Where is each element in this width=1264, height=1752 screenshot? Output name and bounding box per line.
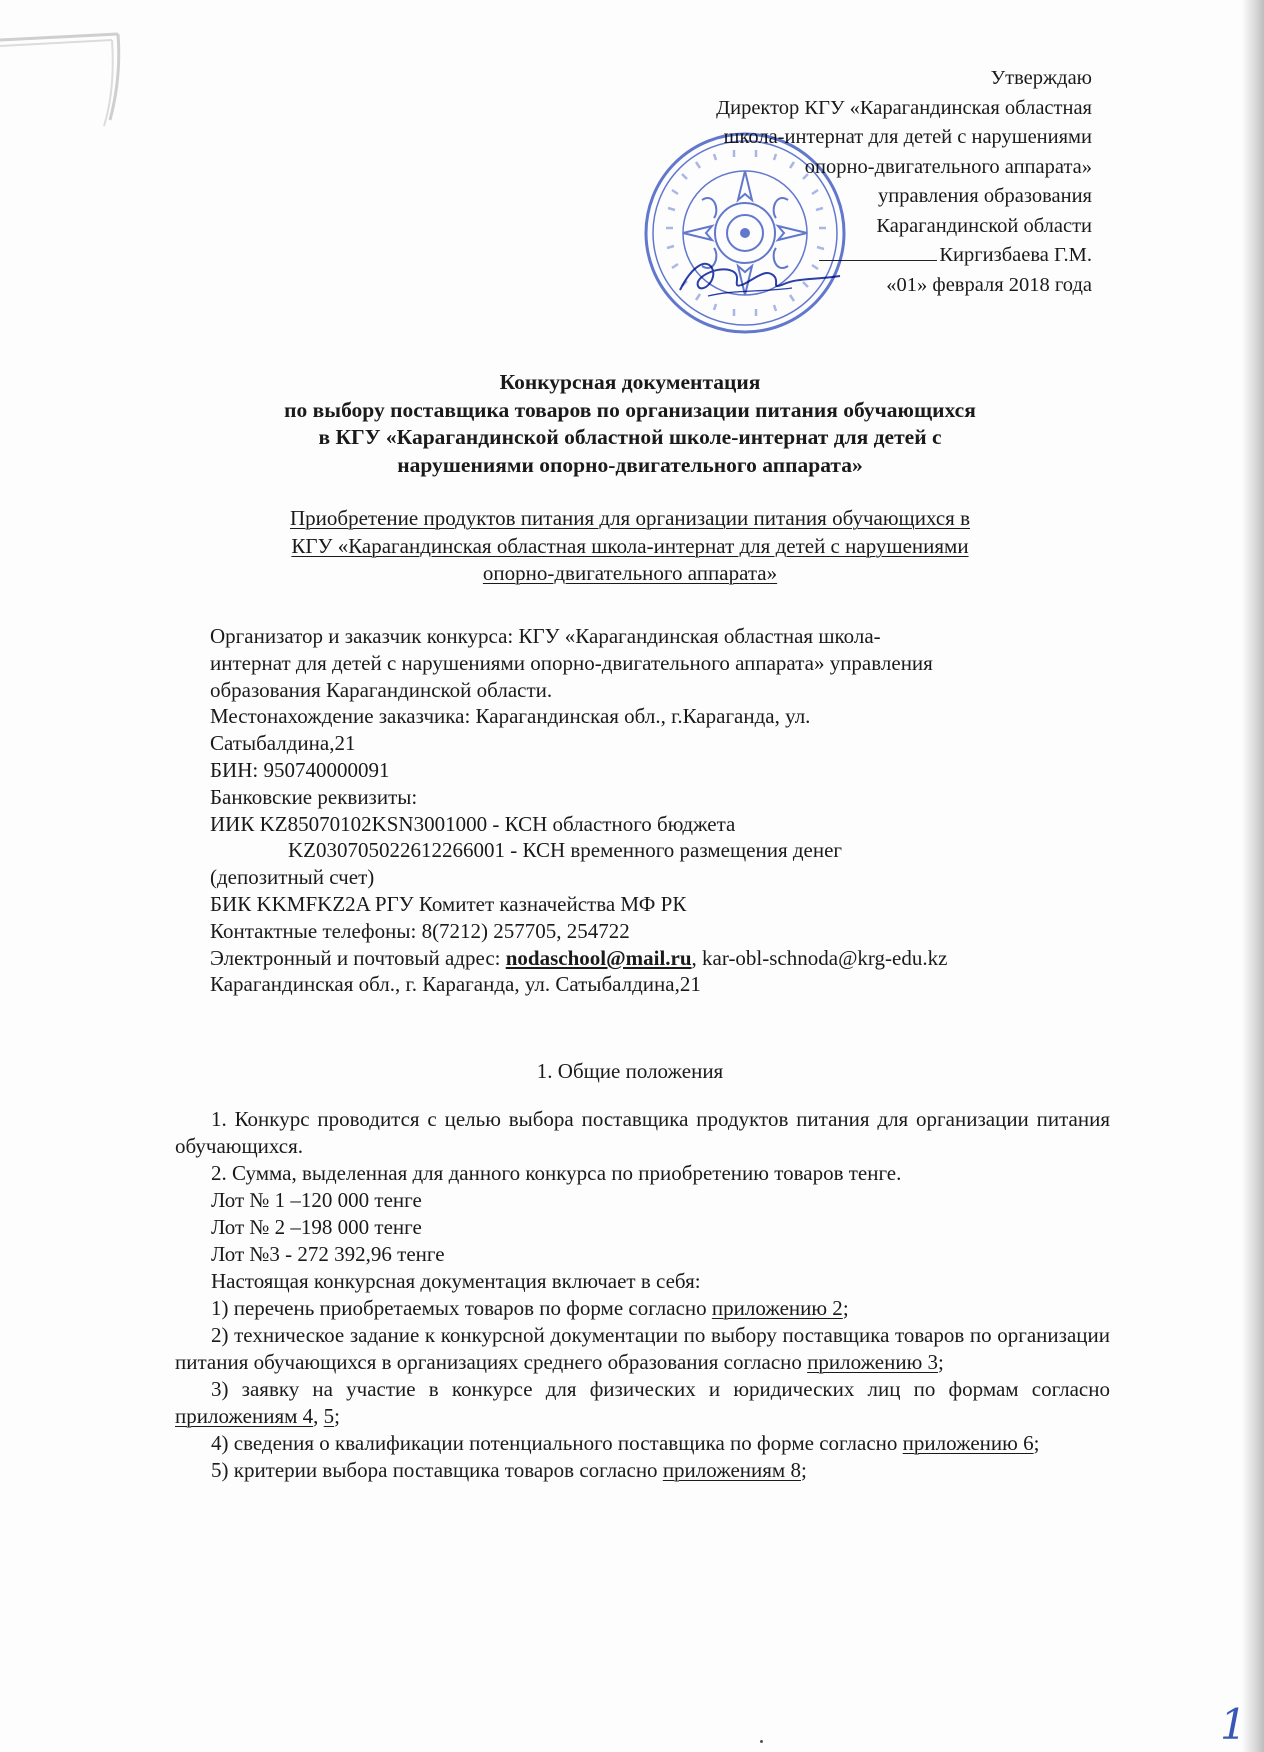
list-item-text: 4) сведения о квалификации потенциального поставщика по форме согласно xyxy=(211,1431,903,1455)
iik-line: ИИК KZ85070102KSN3001000 - КСН областного бюджета xyxy=(210,811,736,836)
subject-line xyxy=(180,560,1080,588)
deposit-line: (депозитный счет) xyxy=(210,865,375,890)
organizer-line: образования Карагандинской области. xyxy=(210,677,553,702)
appendix-link[interactable]: 5 xyxy=(323,1404,335,1428)
page-edge-shadow xyxy=(1242,0,1264,1752)
iik-line: KZ030705022612266001 - КСН временного размещения денег xyxy=(288,838,843,863)
title-line: в КГУ «Карагандинской областной школе-интернат для детей с xyxy=(318,425,942,449)
list-item-text: 1) перечень приобретаемых товаров по форме согласно xyxy=(211,1296,712,1320)
lot-item: Лот № 2 –198 000 тенге xyxy=(211,1215,422,1239)
organizer-line: интернат для детей с нарушениями опорно-двигательного аппарата» управления xyxy=(210,650,933,675)
subject-text: опорно-двигательного аппарата» xyxy=(482,561,778,585)
bik-line: БИК KKMFKZ2A РГУ Комитет казначейства МФ РК xyxy=(210,891,687,916)
appendix-link[interactable]: приложению 2 xyxy=(711,1296,843,1320)
phones-line: Контактные телефоны: 8(7212) 257705, 254722 xyxy=(210,918,630,943)
organizer-details xyxy=(210,623,1090,998)
lot-item: Лот № 1 –120 000 тенге xyxy=(211,1188,422,1212)
subject-text: КГУ «Карагандинская областная школа-интернат для детей с нарушениями xyxy=(291,533,969,558)
document-title xyxy=(180,369,1080,479)
list-item: 4) сведения о квалификации потенциального поставщика по форме согласно приложению 6; xyxy=(211,1431,1040,1455)
handwritten-signature-icon xyxy=(672,246,848,306)
organizer-line: Организатор и заказчик конкурса: КГУ «Карагандинская областная школа- xyxy=(210,624,881,648)
signer-name: Киргизбаева Г.М. xyxy=(939,244,1092,266)
title-line: Конкурсная документация xyxy=(499,370,761,394)
approval-date: «01» февраля 2018 года xyxy=(886,273,1092,296)
approval-line: Карагандинской области xyxy=(876,214,1092,237)
approval-line: опорно-двигательного аппарата» xyxy=(804,155,1092,178)
list-item: 2) техническое задание к конкурсной документации по выбору поставщика товаров по организации питания обучающихся в организациях среднего образования согласно приложению 3; xyxy=(175,1323,1110,1374)
appendix-link[interactable]: приложениям 8 xyxy=(662,1458,801,1482)
list-item-text: 5) критерии выбора поставщика товаров согласно xyxy=(211,1458,663,1482)
subject-line xyxy=(180,533,1080,561)
paragraph: 1. Конкурс проводится с целью выбора поставщика продуктов питания для организации питания обучающихся. xyxy=(175,1107,1110,1158)
appendix-link[interactable]: приложению 3 xyxy=(807,1350,939,1374)
paragraph: Настоящая конкурсная документация включает в себя: xyxy=(211,1269,701,1293)
list-item: 5) критерии выбора поставщика товаров согласно приложениям 8; xyxy=(211,1458,807,1482)
lot-item: Лот №3 - 272 392,96 тенге xyxy=(211,1242,445,1266)
list-item: 1) перечень приобретаемых товаров по форме согласно приложению 2; xyxy=(211,1296,849,1320)
general-provisions xyxy=(175,1106,1110,1484)
email-link[interactable]: nodaschool@mail.ru xyxy=(505,945,692,970)
subject-text: Приобретение продуктов питания для организации питания обучающихся в xyxy=(290,506,970,530)
approval-line: школа-интернат для детей с нарушениями xyxy=(723,126,1092,148)
subject-line xyxy=(180,505,1080,533)
title-line: нарушениями опорно-двигательного аппарата» xyxy=(397,452,863,477)
approval-line: управления образования xyxy=(878,185,1092,207)
bin-line: БИН: 950740000091 xyxy=(210,757,390,782)
binding-thread xyxy=(0,0,150,150)
paragraph: 2. Сумма, выделенная для данного конкурса по приобретению товаров тенге. xyxy=(211,1161,902,1185)
list-item: 3) заявку на участие в конкурсе для физических и юридических лиц по формам согласно приложениям 4, 5; xyxy=(175,1377,1110,1428)
procurement-subject xyxy=(180,505,1080,588)
bank-title: Банковские реквизиты: xyxy=(210,784,418,809)
approval-line: Утверждаю xyxy=(990,67,1092,89)
email-secondary: , kar-obl-schnoda@krg-edu.kz xyxy=(691,945,948,970)
scan-speck xyxy=(760,1740,763,1743)
appendix-link[interactable]: приложению 6 xyxy=(902,1431,1034,1455)
list-item-text: 2) техническое задание к конкурсной документации по выбору поставщика товаров по организации питания обучающихся в организациях среднего образования согласно xyxy=(175,1323,1110,1374)
email-label: Электронный и почтовый адрес: xyxy=(210,945,506,970)
page-number: 1 xyxy=(1220,1700,1247,1749)
location-line: Сатыбалдина,21 xyxy=(210,731,356,756)
location-line: Местонахождение заказчика: Карагандинская обл., г.Караганда, ул. xyxy=(210,704,811,729)
appendix-link[interactable]: приложениям 4 xyxy=(175,1404,314,1428)
address-line: Карагандинская обл., г. Караганда, ул. Сатыбалдина,21 xyxy=(210,972,701,997)
approval-line: Директор КГУ «Карагандинская областная xyxy=(716,96,1092,119)
email-line xyxy=(210,945,1090,972)
section-heading: 1. Общие положения xyxy=(536,1059,724,1083)
title-line: по выбору поставщика товаров по организации питания обучающихся xyxy=(284,397,976,422)
list-item-text: 3) заявку на участие в конкурсе для физических и юридических лиц по формам согласно xyxy=(211,1377,1110,1401)
